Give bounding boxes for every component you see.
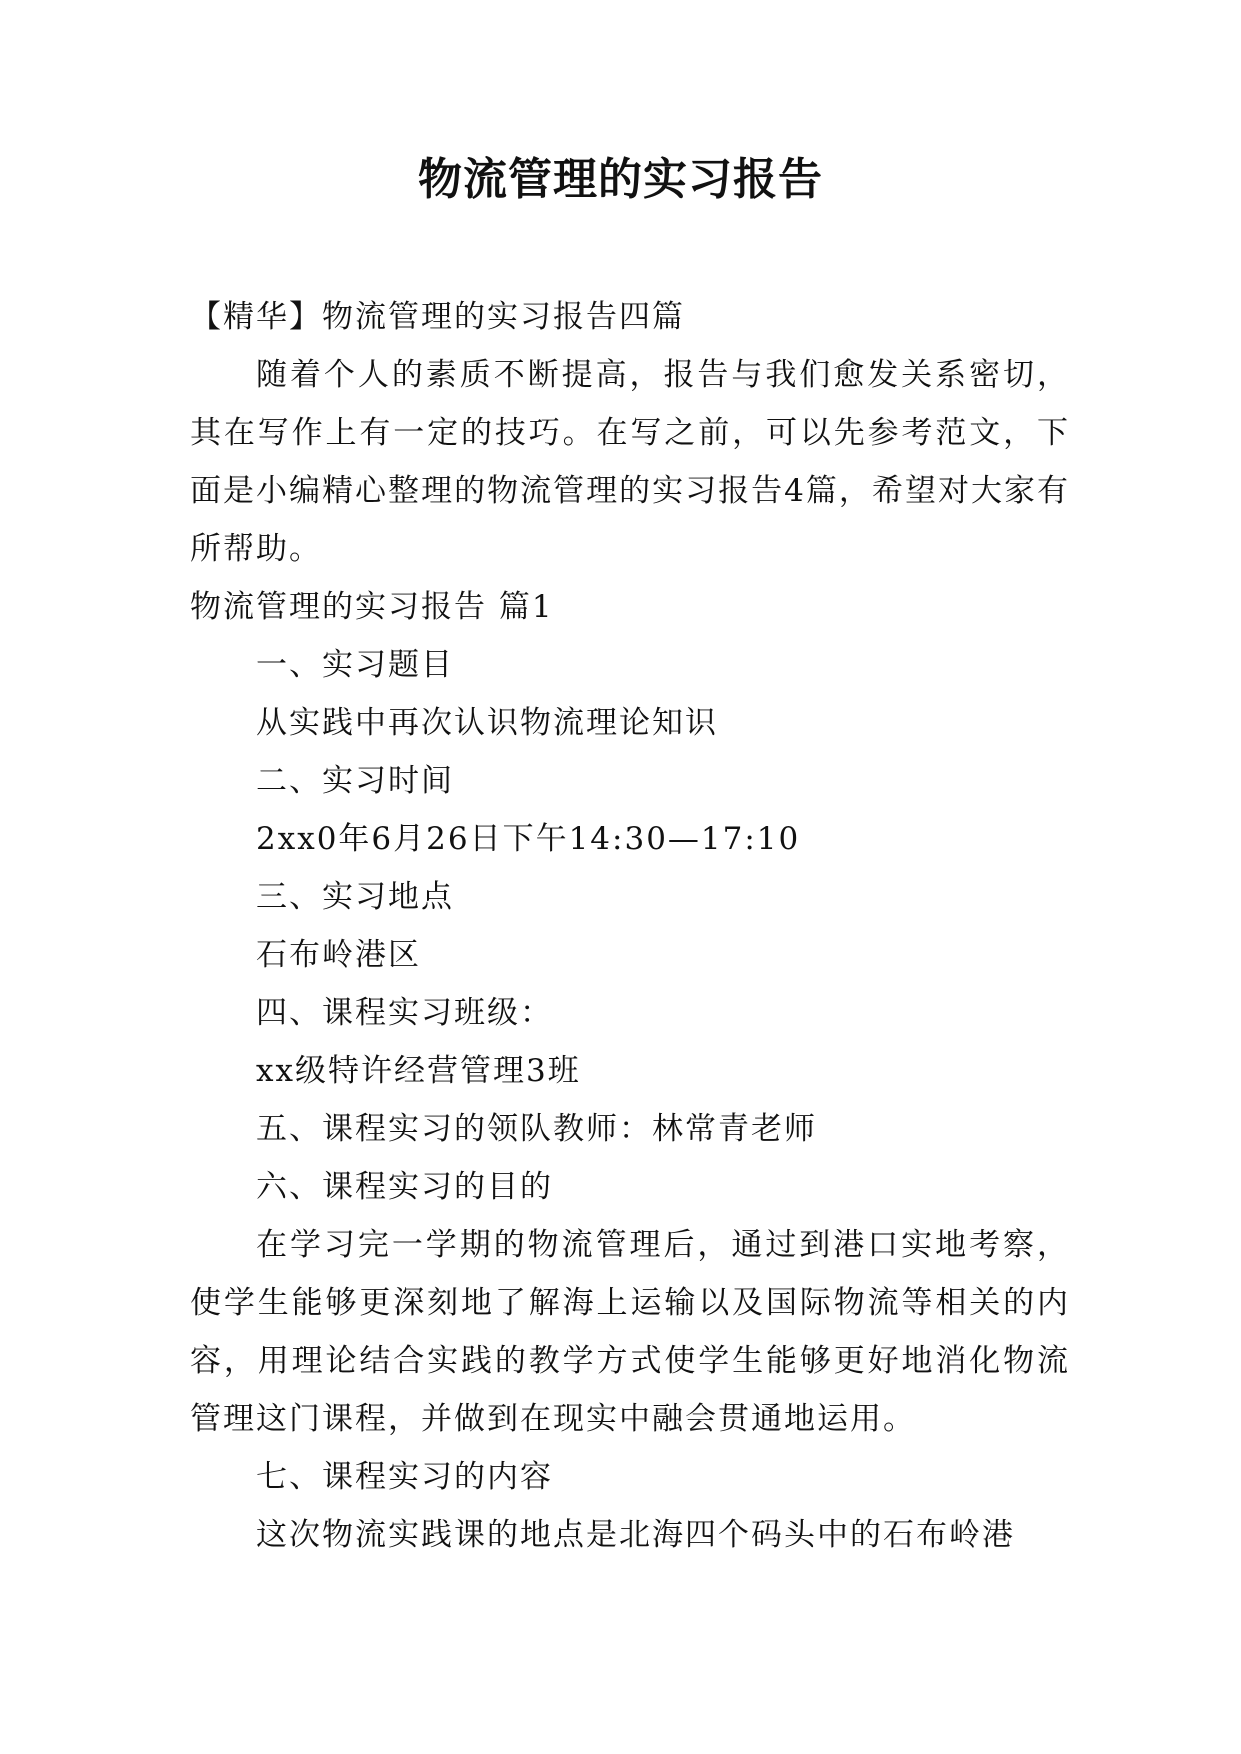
section-heading: 物流管理的实习报告 篇1 — [190, 589, 554, 625]
item-heading-topic: 一、实习题目 — [256, 647, 454, 683]
document-subtitle: 【精华】物流管理的实习报告四篇 — [190, 299, 685, 335]
purpose-paragraph: 在学习完一学期的物流管理后，通过到港口实地考察，使学生能够更深刻地了解海上运输以及国际物流等相关的内容，用理论结合实践的教学方式使学生能够更好地消化物流管理这门课程，并做到在现实中融会贯通地运用。 — [190, 1227, 1070, 1437]
item-value-location: 石布岭港区 — [256, 937, 421, 973]
item-heading-time: 二、实习时间 — [256, 763, 454, 799]
item-value-time: 2xx0年6月26日下午14:30—17:10 — [256, 821, 801, 857]
intro-paragraph: 随着个人的素质不断提高，报告与我们愈发关系密切，其在写作上有一定的技巧。在写之前，可以先参考范文，下面是小编精心整理的物流管理的实习报告4篇，希望对大家有所帮助。 — [190, 357, 1070, 567]
document-body — [190, 288, 1070, 1564]
content-heading: 七、课程实习的内容 — [256, 1459, 553, 1495]
item-heading-location: 三、实习地点 — [256, 879, 454, 915]
item-heading-purpose: 六、课程实习的目的 — [256, 1169, 553, 1205]
item-heading-teacher: 五、课程实习的领队教师：林常青老师 — [256, 1111, 817, 1147]
content-paragraph-start: 这次物流实践课的地点是北海四个码头中的石布岭港 — [256, 1517, 1015, 1553]
document-title: 物流管理的实习报告 — [418, 154, 823, 205]
item-value-class: xx级特许经营管理3班 — [256, 1053, 581, 1089]
item-value-topic: 从实践中再次认识物流理论知识 — [256, 705, 718, 741]
item-heading-class: 四、课程实习班级： — [256, 995, 553, 1031]
